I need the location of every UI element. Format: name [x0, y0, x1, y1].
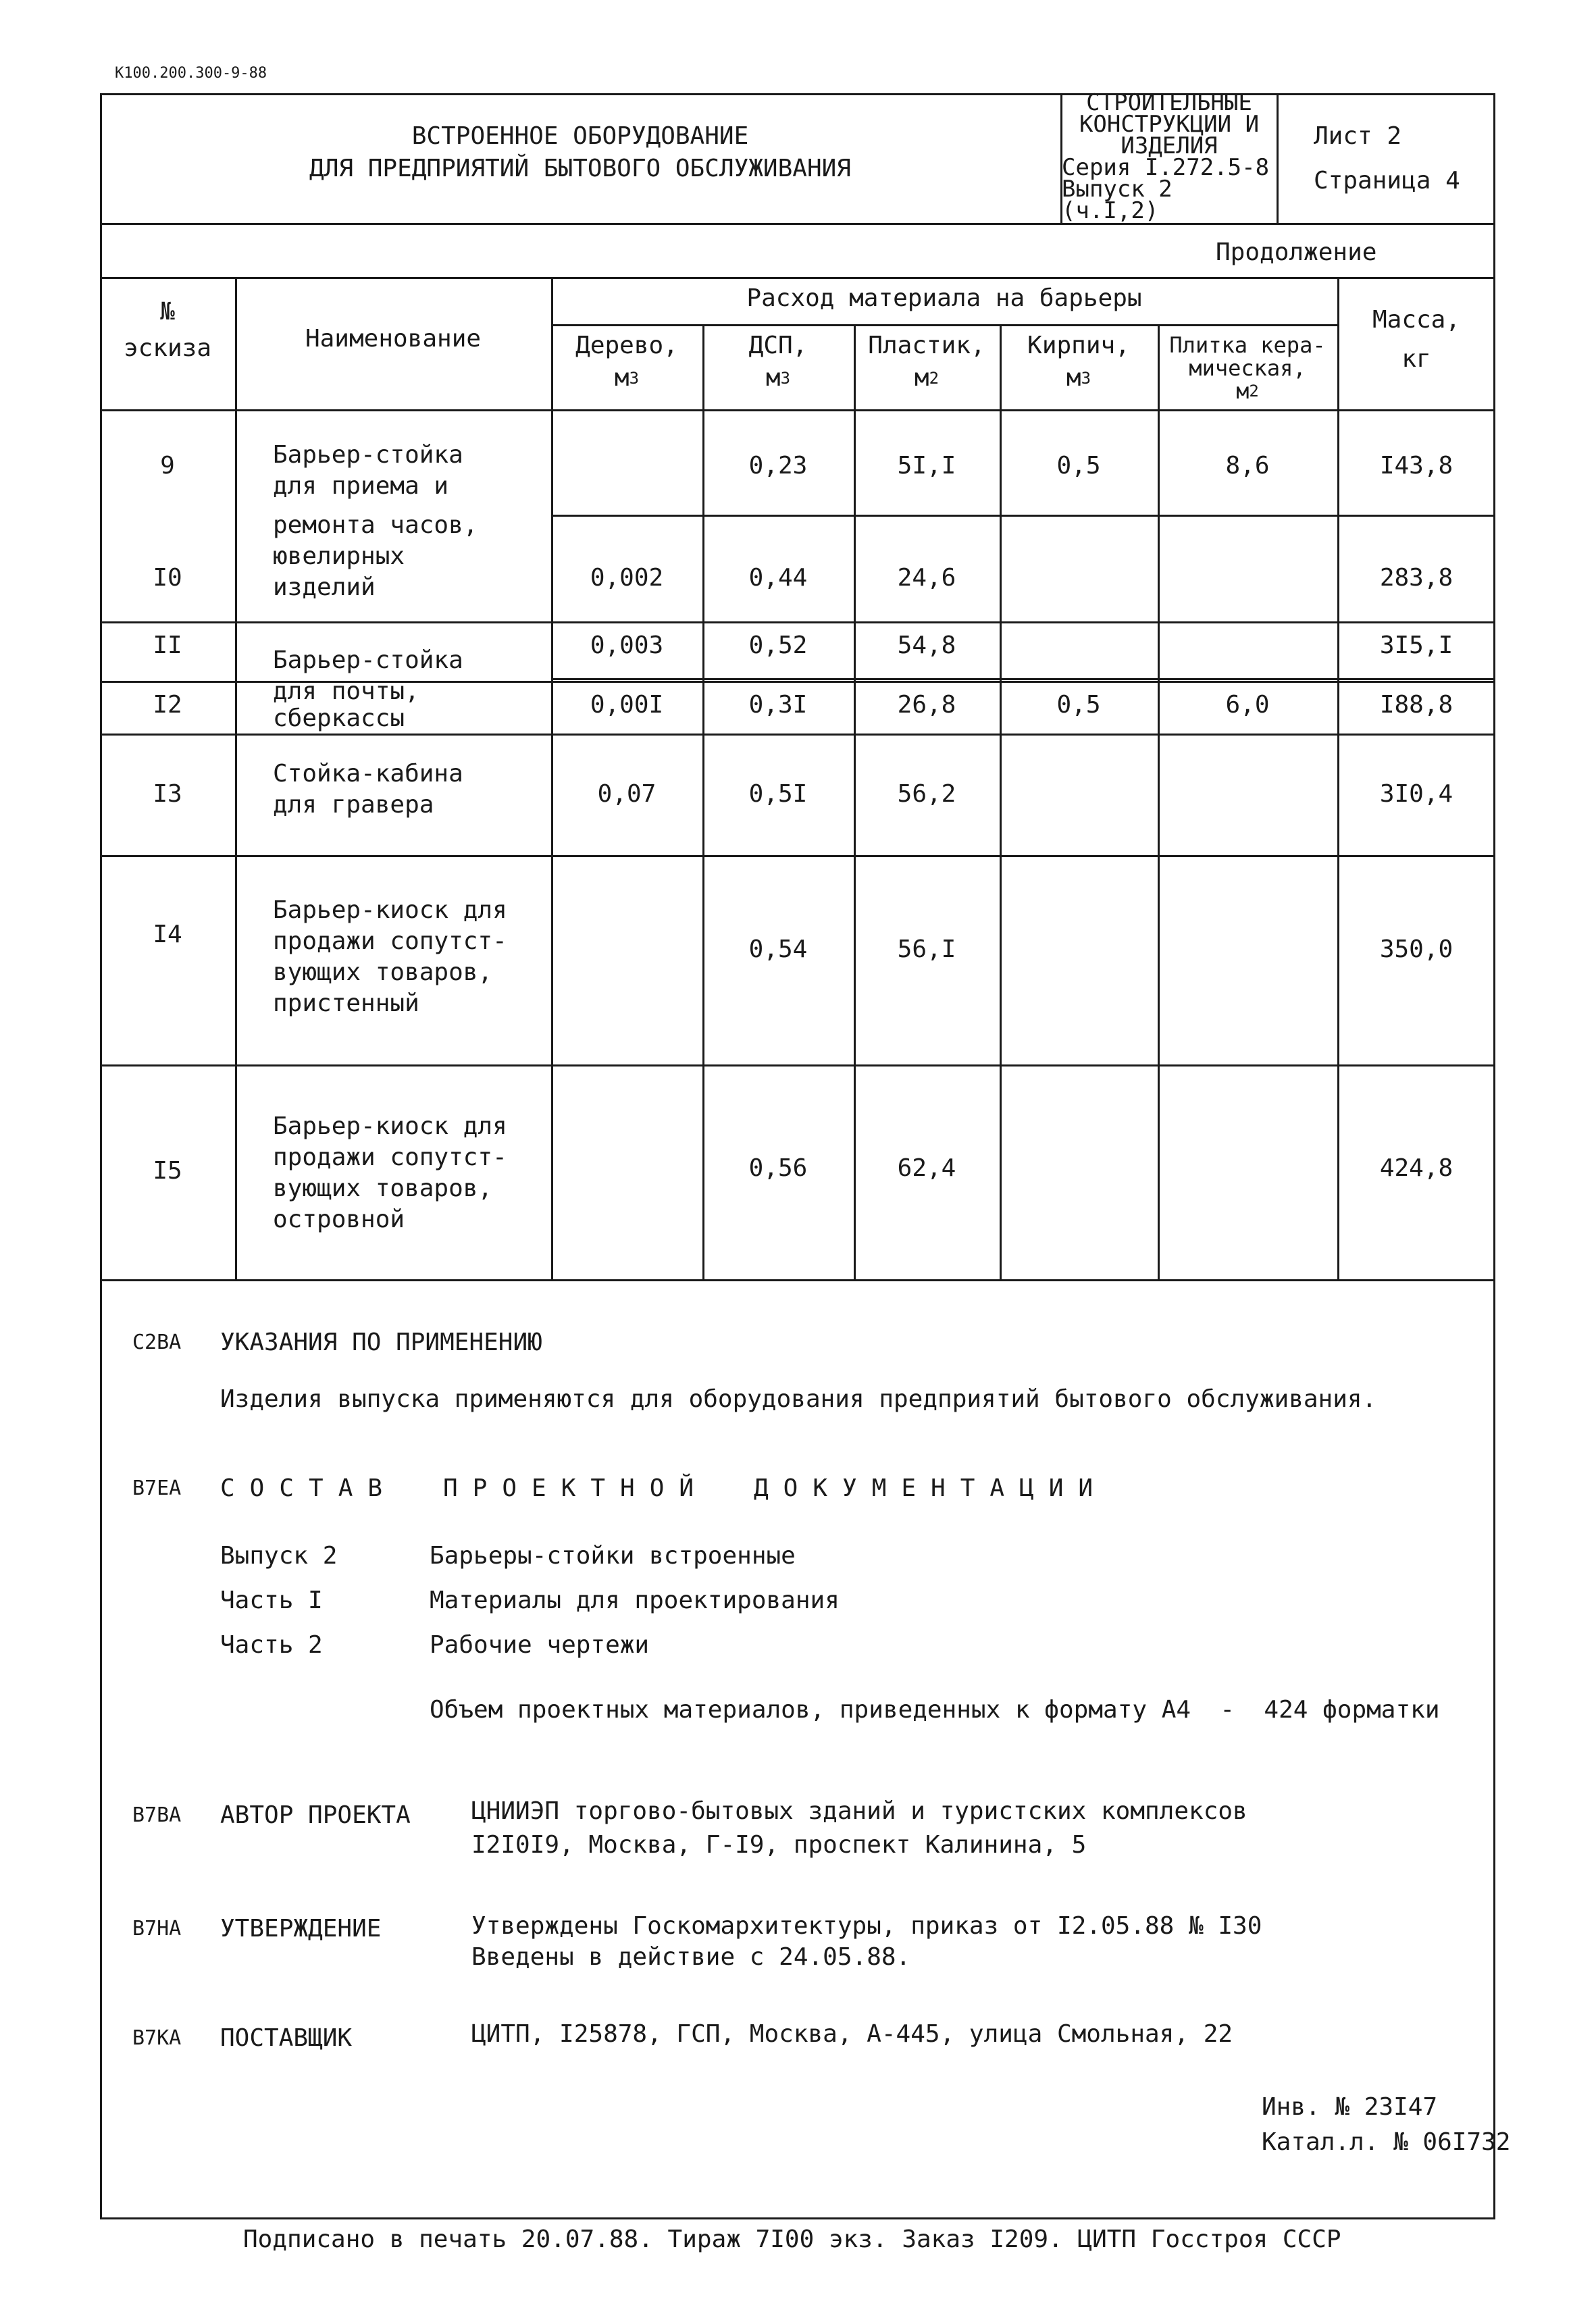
name-10-line4: ювелирных	[273, 542, 405, 570]
row-10-plastic: 24,6	[897, 564, 956, 592]
supplier-code: В7КА	[132, 2026, 182, 2050]
name-14-line3: вующих товаров,	[273, 958, 493, 986]
row-12-dsp: 0,3I	[748, 691, 808, 719]
col-dsp-header: ДСП,	[748, 332, 808, 359]
col-num-label: эскиза	[123, 334, 212, 362]
sheet-number: Лист 2	[1314, 122, 1402, 150]
row-13-dsp: 0,5I	[748, 780, 808, 808]
author-code: В7ВА	[132, 1803, 182, 1827]
row-13-mass: 3I0,4	[1379, 780, 1453, 808]
row-11-num: II	[153, 632, 182, 659]
approval-code: В7НА	[132, 1917, 182, 1940]
name-15-line4: островной	[273, 1206, 405, 1233]
usage-text: Изделия выпуска применяются для оборудования предприятий бытового обслуживания.	[220, 1385, 1377, 1413]
row-12-mass: I88,8	[1379, 691, 1453, 719]
row-13-plastic: 56,2	[897, 780, 956, 808]
col-mass-header: Масса,	[1372, 306, 1461, 334]
group-header-line	[551, 324, 1337, 326]
composition-title-1: СОСТАВ	[220, 1474, 398, 1502]
col-brick-header: Кирпич,	[1027, 332, 1130, 359]
composition-title-3: ДОКУМЕНТАЦИИ	[754, 1474, 1108, 1502]
row-9-mass: I43,8	[1379, 452, 1453, 480]
catalog-number: Катал.л. № 06I732	[1262, 2128, 1511, 2156]
row-12-tile: 6,0	[1225, 691, 1270, 719]
header-row-bottom	[100, 409, 1495, 411]
row-15-dsp: 0,56	[748, 1154, 808, 1182]
series-line2: КОНСТРУКЦИИ И	[1079, 111, 1260, 138]
row-9-num: 9	[160, 452, 175, 480]
name-13-line1: Стойка-кабина	[273, 760, 463, 788]
series-block	[1062, 89, 1277, 224]
page-number: Страница 4	[1314, 167, 1460, 195]
row-14-plastic: 56,I	[897, 935, 956, 963]
row-line-11b	[551, 678, 1495, 680]
name-13-line2: для гравера	[273, 791, 434, 819]
col-line-num	[235, 277, 237, 1279]
row-line-9	[551, 515, 1495, 517]
name-15-line2: продажи сопутст-	[273, 1143, 507, 1171]
row-11-mass: 3I5,I	[1379, 632, 1453, 659]
row-10-mass: 283,8	[1379, 564, 1453, 592]
col-wood-unit: $м^3$	[614, 364, 640, 392]
supplier-title: ПОСТАВЩИК	[220, 2024, 353, 2052]
row-line-10	[100, 621, 1495, 623]
col-tile-line2: мическая,	[1189, 355, 1306, 381]
name-15-line3: вующих товаров,	[273, 1175, 493, 1202]
row-9-brick: 0,5	[1056, 452, 1101, 480]
composition-code: В7ЕА	[132, 1476, 182, 1500]
row-14-dsp: 0,54	[748, 935, 808, 963]
series-line5: Выпуск 2 (ч.I,2)	[1062, 176, 1173, 224]
col-tile-line1: Плитка кера-	[1169, 332, 1326, 358]
col-line-name	[551, 277, 553, 1279]
row-9-plastic: 5I,I	[897, 452, 956, 480]
author-line1: ЦНИИЭП торгово-бытовых зданий и туристских комплексов	[471, 1797, 1247, 1825]
row-12-brick: 0,5	[1056, 691, 1101, 719]
row-14-num: I4	[153, 921, 182, 948]
name-15-line1: Барьер-киоск для	[273, 1112, 507, 1140]
col-brick-unit: $м^3$	[1066, 364, 1091, 392]
name-10-line5: изделий	[273, 573, 376, 601]
comp-item-1-label: Выпуск 2	[220, 1542, 338, 1570]
col-wood-header: Дерево,	[575, 332, 678, 359]
row-12-plastic: 26,8	[897, 691, 956, 719]
inventory-number: Инв. № 23I47	[1262, 2093, 1438, 2121]
comp-item-3-label: Часть 2	[220, 1631, 323, 1659]
table-top-line	[100, 277, 1495, 279]
row-line-14	[100, 1064, 1495, 1066]
col-plastic-unit: $м^2$	[914, 364, 939, 392]
row-12-num: I2	[153, 691, 182, 719]
col-plastic-header: Пластик,	[868, 332, 985, 359]
name-11-line1: Барьер-стойка	[273, 646, 463, 674]
row-11-plastic: 54,8	[897, 632, 956, 659]
name-9-line2: для приема и	[273, 472, 449, 500]
print-footer: Подписано в печать 20.07.88. Тираж 7I00 экз. Заказ I209. ЦИТП Госстроя СССР	[243, 2226, 1341, 2253]
row-line-13	[100, 855, 1495, 857]
row-12-wood: 0,00I	[590, 691, 664, 719]
header-bottom-line	[100, 223, 1495, 225]
comp-item-2-label: Часть I	[220, 1587, 323, 1614]
header-title-line1: ВСТРОЕННОЕ ОБОРУДОВАНИЕ	[411, 122, 749, 150]
author-title: АВТОР ПРОЕКТА	[220, 1801, 411, 1829]
col-tile-unit: $м^2$	[1236, 378, 1259, 404]
col-num-symbol: №	[160, 298, 175, 326]
usage-code: С2ВА	[132, 1331, 182, 1354]
usage-title: УКАЗАНИЯ ПО ПРИМЕНЕНИЮ	[220, 1329, 542, 1356]
name-14-line4: пристенный	[273, 989, 419, 1017]
series-line4: Серия I.272.5-8	[1062, 154, 1270, 181]
col-group-header: Расход материала на барьеры	[746, 284, 1142, 312]
comp-item-1-text: Барьеры-стойки встроенные	[430, 1542, 796, 1570]
col-line-tile	[1337, 277, 1339, 1279]
header-title-line2: ДЛЯ ПРЕДПРИЯТИЙ БЫТОВОГО ОБСЛУЖИВАНИЯ	[309, 155, 851, 182]
row-10-wood: 0,002	[590, 564, 664, 592]
name-14-line1: Барьер-киоск для	[273, 896, 507, 924]
author-line2: I2I0I9, Москва, Г-I9, проспект Калинина, 5	[471, 1831, 1087, 1859]
comp-item-2-text: Материалы для проектирования	[430, 1587, 840, 1614]
name-11-line2: для почты,	[273, 677, 419, 705]
row-10-dsp: 0,44	[748, 564, 808, 592]
col-name-header: Наименование	[305, 325, 482, 353]
row-13-num: I3	[153, 780, 182, 808]
row-11-wood: 0,003	[590, 632, 664, 659]
name-10-line3: ремонта часов,	[273, 511, 478, 539]
col-tile-header	[1158, 334, 1337, 403]
supplier-line1: ЦИТП, I25878, ГСП, Москва, А-445, улица Смольная, 22	[471, 2020, 1233, 2048]
name-14-line2: продажи сопутст-	[273, 927, 507, 955]
row-13-wood: 0,07	[597, 780, 657, 808]
approval-title: УТВЕРЖДЕНИЕ	[220, 1915, 382, 1943]
document-code: К100.200.300-9-88	[115, 65, 267, 82]
series-line3: ИЗДЕЛИЯ	[1121, 132, 1218, 159]
row-10-num: I0	[153, 564, 182, 592]
composition-title-2: ПРОЕКТНОЙ	[443, 1474, 709, 1502]
header-divider-2	[1277, 93, 1279, 223]
col-mass-unit: кг	[1401, 345, 1431, 373]
continuation-label: Продолжение	[1216, 238, 1377, 266]
row-9-tile: 8,6	[1225, 452, 1270, 480]
row-15-num: I5	[153, 1157, 182, 1185]
row-9-dsp: 0,23	[748, 452, 808, 480]
name-12-line3: сберкассы	[273, 704, 405, 732]
name-9-line1: Барьер-стойка	[273, 441, 463, 469]
row-14-mass: 350,0	[1379, 935, 1453, 963]
row-11-dsp: 0,52	[748, 632, 808, 659]
row-15-mass: 424,8	[1379, 1154, 1453, 1182]
row-15-plastic: 62,4	[897, 1154, 956, 1182]
approval-line1: Утверждены Госкомархитектуры, приказ от I2.05.88 № I30	[471, 1912, 1262, 1940]
col-dsp-unit: $м^3$	[765, 364, 791, 392]
volume-text: Объем проектных материалов, приведенных к формату А4 - 424 форматки	[430, 1696, 1440, 1724]
table-bottom-line	[100, 1279, 1495, 1281]
series-line1: СТРОИТЕЛЬНЫЕ	[1086, 89, 1252, 116]
approval-line2: Введены в действие с 24.05.88.	[471, 1943, 911, 1971]
comp-item-3-text: Рабочие чертежи	[430, 1631, 650, 1659]
row-line-12	[100, 734, 1495, 736]
